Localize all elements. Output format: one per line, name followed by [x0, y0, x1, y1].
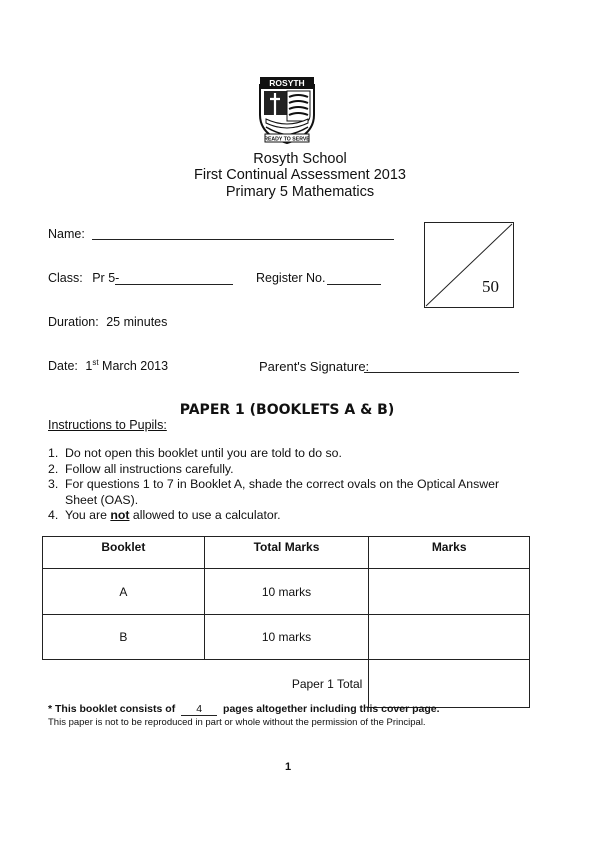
subject-title: Primary 5 Mathematics — [225, 184, 375, 200]
date-rest: March 2013 — [98, 359, 169, 374]
name-field[interactable] — [92, 227, 394, 240]
school-crest-logo — [256, 75, 318, 147]
register-field[interactable] — [327, 272, 381, 285]
duration-row — [48, 315, 167, 329]
assessment-title: First Continual Assessment 2013 — [194, 167, 406, 183]
pages-note-post: pages altogether including this cover page. — [223, 703, 440, 715]
instructions-heading: Instructions to Pupils: — [48, 418, 167, 432]
booklet-cell: B — [43, 615, 205, 660]
instructions-list — [48, 446, 518, 524]
marks-cell[interactable] — [369, 615, 530, 660]
instruction-text-pre: You are — [65, 508, 111, 522]
class-label-text: Class: — [48, 271, 83, 285]
marks-cell[interactable] — [369, 569, 530, 615]
instruction-text — [65, 508, 281, 524]
signature-field[interactable] — [364, 360, 519, 373]
page-number: 1 — [284, 761, 292, 773]
pages-note-pre: * This booklet consists of — [48, 703, 176, 715]
class-field[interactable] — [115, 272, 233, 285]
name-label: Name: — [48, 227, 85, 241]
instruction-text: For questions 1 to 7 in Booklet A, shade the correct ovals on the Optical Answer Sheet (OAS). — [65, 477, 500, 507]
svg-text:READY TO SERVE: READY TO SERVE — [264, 136, 310, 143]
signature-label: Parent's Signature: — [259, 359, 370, 374]
instruction-item — [48, 477, 518, 508]
table-row — [43, 569, 530, 615]
duration-value: 25 minutes — [106, 315, 168, 329]
column-header-booklet: Booklet — [43, 537, 205, 569]
instruction-item — [48, 462, 518, 478]
instruction-item — [48, 446, 518, 462]
total-marks-cell: 10 marks — [204, 615, 369, 660]
date-day: 1 — [85, 359, 93, 374]
school-name: Rosyth School — [253, 151, 347, 167]
date-label: Date: — [48, 359, 78, 374]
column-header-total-marks: Total Marks — [204, 537, 369, 569]
total-row — [43, 660, 530, 708]
date-row — [48, 358, 168, 373]
instruction-item — [48, 508, 518, 524]
booklet-cell: A — [43, 569, 205, 615]
svg-text:ROSYTH: ROSYTH — [269, 78, 305, 88]
class-prefix: Pr 5- — [92, 271, 120, 285]
instruction-number: 2. — [48, 461, 59, 476]
paper-total-label: Paper 1 Total — [43, 660, 369, 708]
paper-title: PAPER 1 (BOOKLETS A & B) — [179, 402, 395, 418]
instruction-number: 1. — [48, 446, 59, 460]
pages-count: 4 — [181, 703, 217, 716]
max-marks: 50 — [482, 277, 499, 296]
paper-total-cell[interactable] — [369, 660, 530, 708]
marks-table — [42, 536, 530, 708]
score-box — [424, 222, 514, 308]
table-header-row — [43, 537, 530, 569]
table-row — [43, 615, 530, 660]
duration-label: Duration: — [48, 315, 99, 329]
instruction-number: 3. — [48, 477, 59, 491]
instruction-number: 4. — [48, 508, 59, 522]
total-marks-cell: 10 marks — [204, 569, 369, 615]
copyright-notice: This paper is not to be reproduced in part or whole without the permission of the Principal. — [48, 717, 426, 728]
instruction-emphasis: not — [110, 508, 130, 522]
instruction-text: Do not open this booklet until you are told to do so. — [65, 446, 342, 460]
pages-note — [48, 703, 440, 716]
register-label: Register No. — [256, 271, 326, 285]
instruction-text: Follow all instructions carefully. — [65, 461, 234, 476]
column-header-marks: Marks — [369, 537, 530, 569]
instruction-text-post: allowed to use a calculator. — [129, 508, 281, 522]
class-label — [48, 271, 119, 285]
date-suffix: st — [92, 358, 99, 367]
